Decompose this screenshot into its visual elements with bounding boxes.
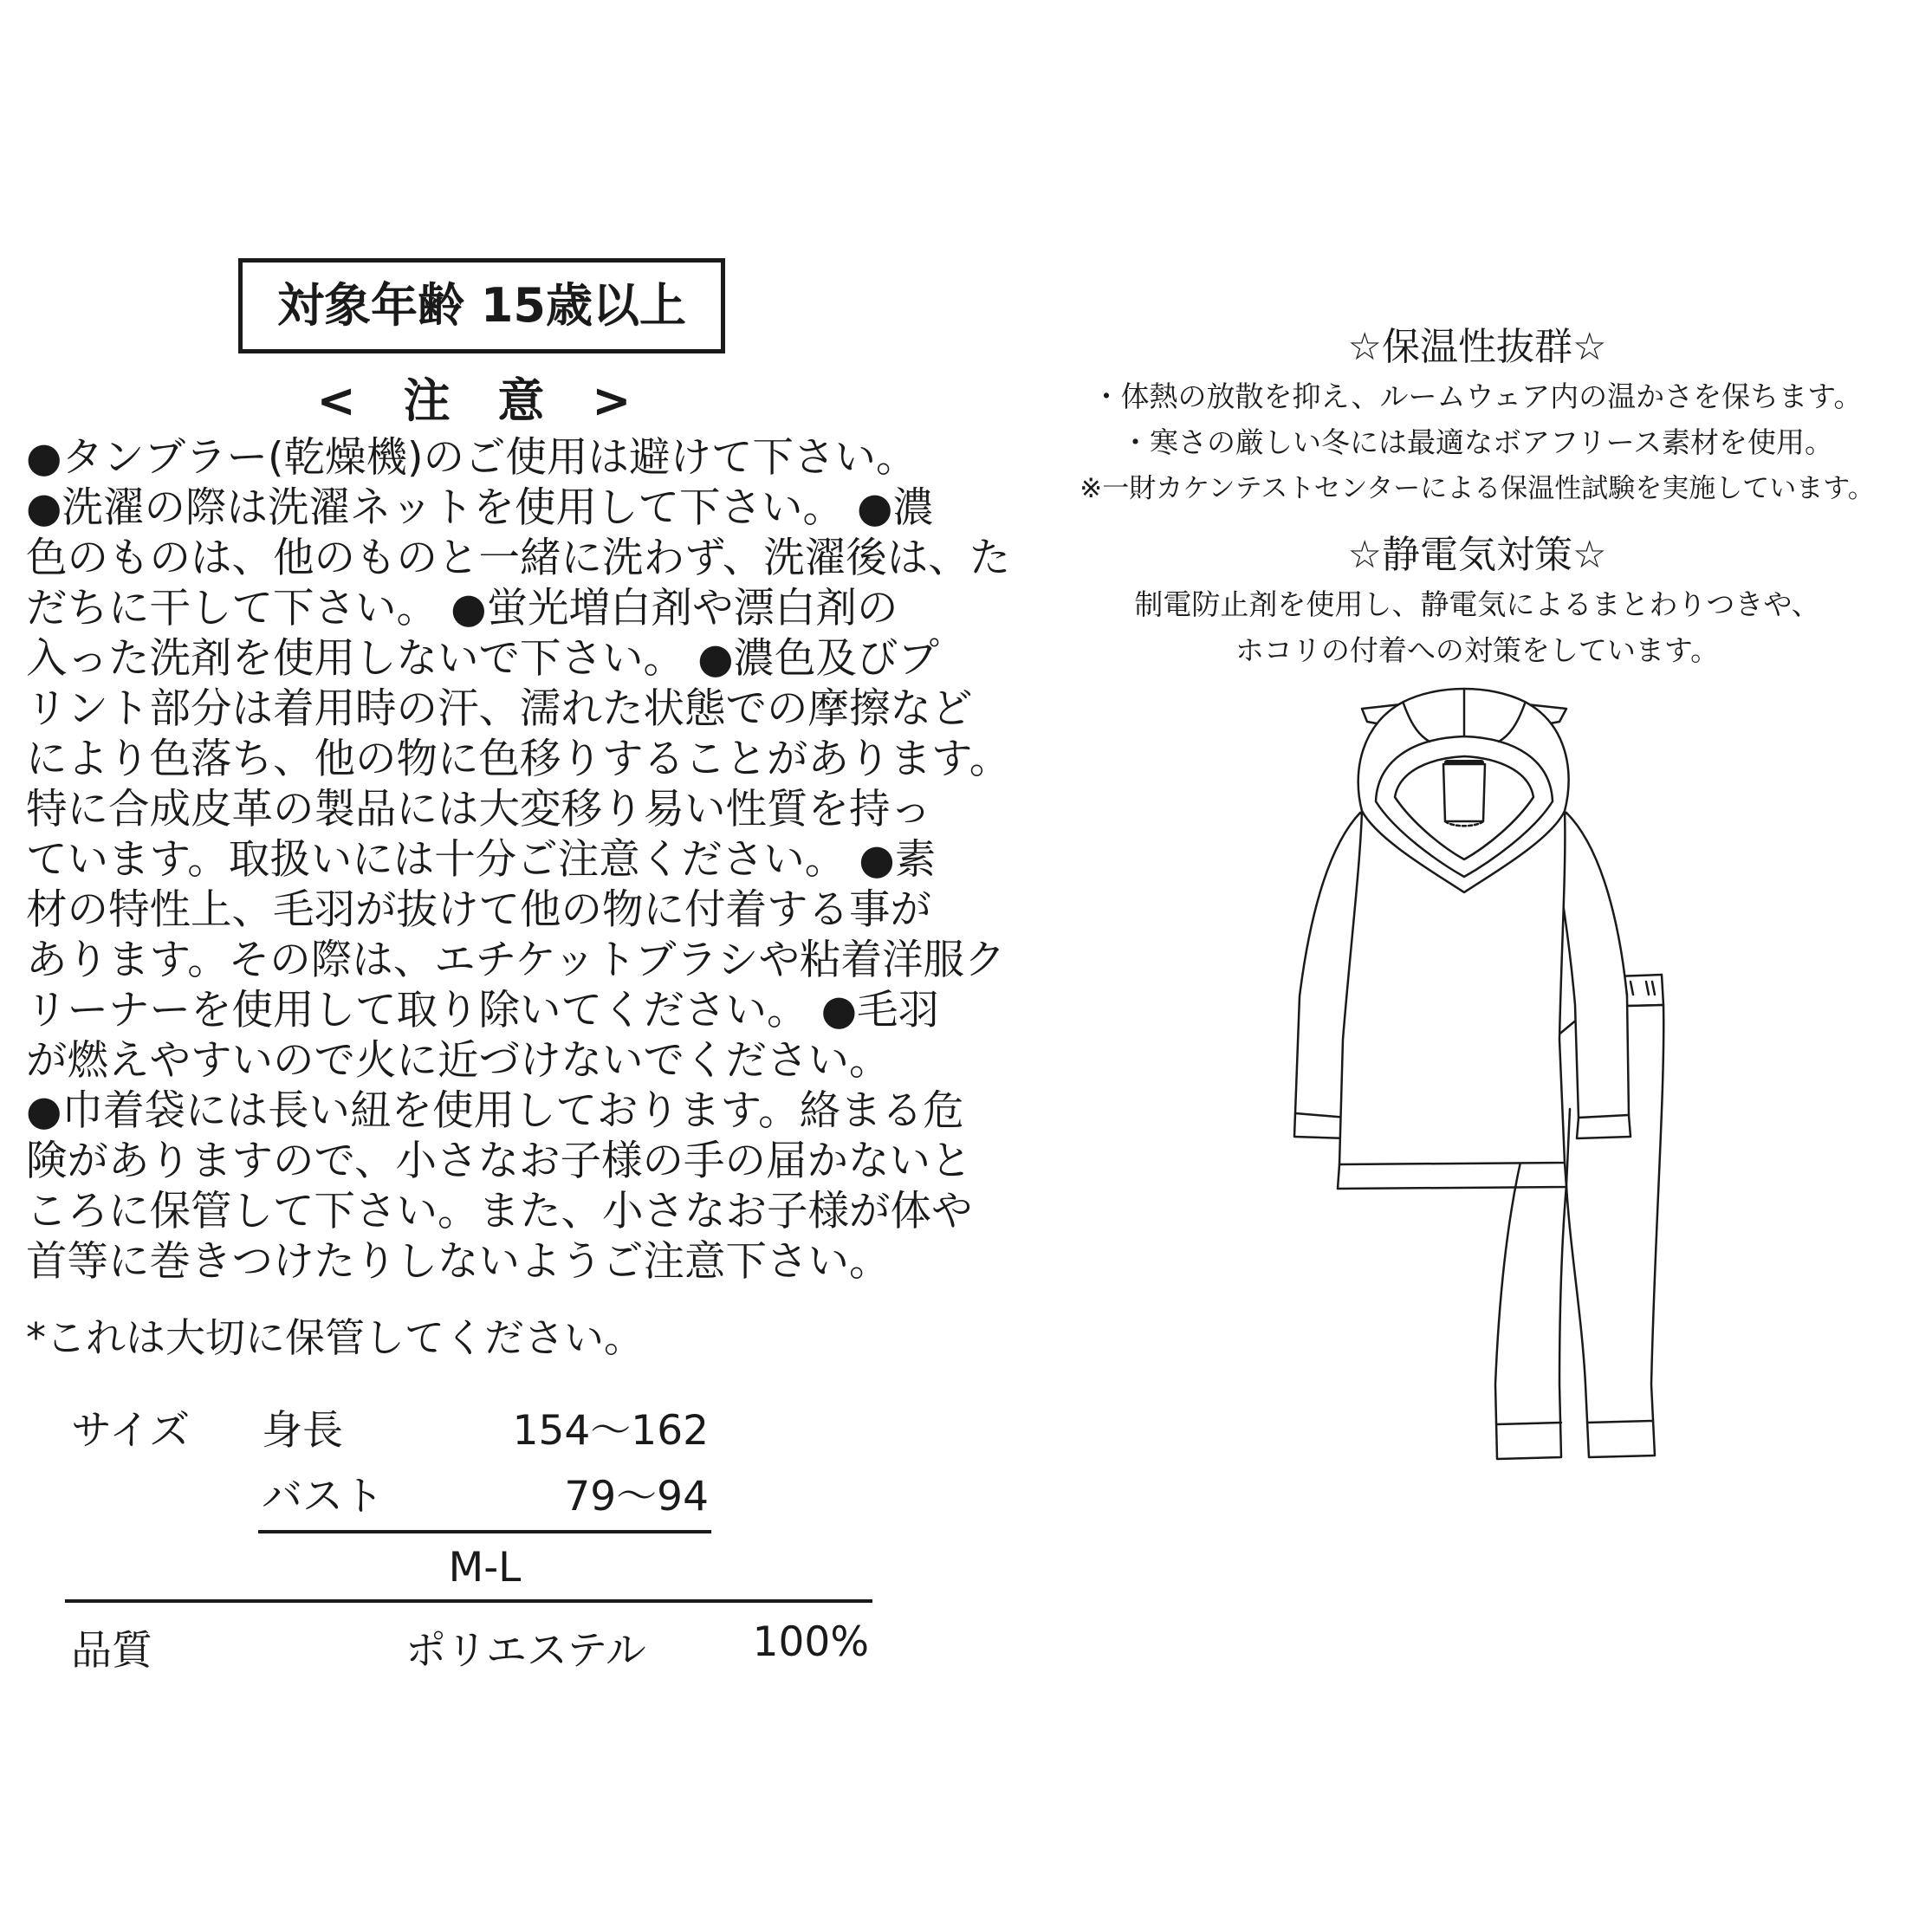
caution-line: だちに干して下さい。 ●蛍光増白剤や漂白剤の (26, 585, 898, 632)
caution-line: ころに保管して下さい。また、小さなお子様が体や (26, 1188, 973, 1235)
hoodie-drawing (1294, 689, 1631, 1189)
warmth-note: ※一財カケンテストセンターによる保温性試験を実施しています。 (1079, 473, 1875, 504)
caution-line: リーナーを使用して取り除いてください。 ●毛羽 (26, 987, 940, 1034)
caution-line: 特に合成皮革の製品には大変移り易い性質を持っ (26, 786, 931, 833)
quality-divider (65, 1599, 872, 1603)
caution-heading: < 注 意 > (316, 373, 647, 428)
caution-line: が燃えやすいので火に近づけないでください。 (26, 1037, 891, 1085)
height-value: 154～162 (512, 1407, 709, 1455)
static-line-2: ホコリの付着への対策をしています。 (1235, 633, 1720, 667)
warmth-line-2: ・寒さの厳しい冬には最適なボアフリース素材を使用。 (1120, 425, 1834, 459)
caution-line: リント部分は着用時の汗、濡れた状態での摩擦など (26, 685, 973, 733)
caution-line: 材の特性上、毛羽が抜けて他の物に付着する事が (26, 886, 931, 934)
height-label: 身長 (262, 1407, 343, 1455)
size-divider (258, 1530, 711, 1533)
target-age-box: 対象年齢 15歳以上 (238, 258, 725, 353)
garment-illustration (1282, 684, 1681, 1464)
size-label: サイズ (71, 1407, 191, 1455)
caution-line: あります。その際は、エチケットブラシや粘着洋服ク (26, 937, 1006, 984)
caution-line: 首等に巻きつけたりしないようご注意下さい。 (26, 1238, 891, 1286)
material-label: ポリエステル (405, 1627, 646, 1675)
static-line-1: 制電防止剤を使用し、静電気によるまとわりつきや、 (1134, 587, 1820, 621)
caution-line: 入った洗剤を使用しないで下さい。 ●濃色及びプ (26, 635, 940, 683)
warmth-title: ☆保温性抜群☆ (1347, 325, 1607, 369)
caution-line: ています。取扱いには十分ご注意ください。 ●素 (26, 836, 937, 884)
caution-line: ●洗濯の際は洗濯ネットを使用して下さい。 ●濃 (26, 484, 934, 532)
static-title: ☆静電気対策☆ (1347, 533, 1607, 577)
material-percent: 100% (752, 1618, 869, 1666)
bust-value: 79～94 (564, 1473, 709, 1520)
caution-body (26, 433, 1011, 1287)
keep-note: *これは大切に保管してください。 (26, 1314, 644, 1361)
warmth-line-1: ・体熱の放散を抑え、ルームウェア内の温かさを保ちます。 (1092, 379, 1863, 413)
caution-line: 険がありますので、小さなお子様の手の届かないと (26, 1138, 972, 1185)
caution-line: 色のものは、他のものと一緒に洗わず、洗濯後は、た (26, 535, 1011, 582)
caution-line: ●タンブラー(乾燥機)のご使用は避けて下さい。 (26, 434, 917, 482)
caution-line: により色落ち、他の物に色移りすることがあります。 (26, 736, 1011, 783)
quality-label: 品質 (71, 1627, 152, 1675)
size-code: M-L (448, 1544, 522, 1592)
caution-line: ●巾着袋には長い紐を使用しております。絡まる危 (26, 1087, 964, 1135)
bust-label: バスト (262, 1473, 384, 1520)
